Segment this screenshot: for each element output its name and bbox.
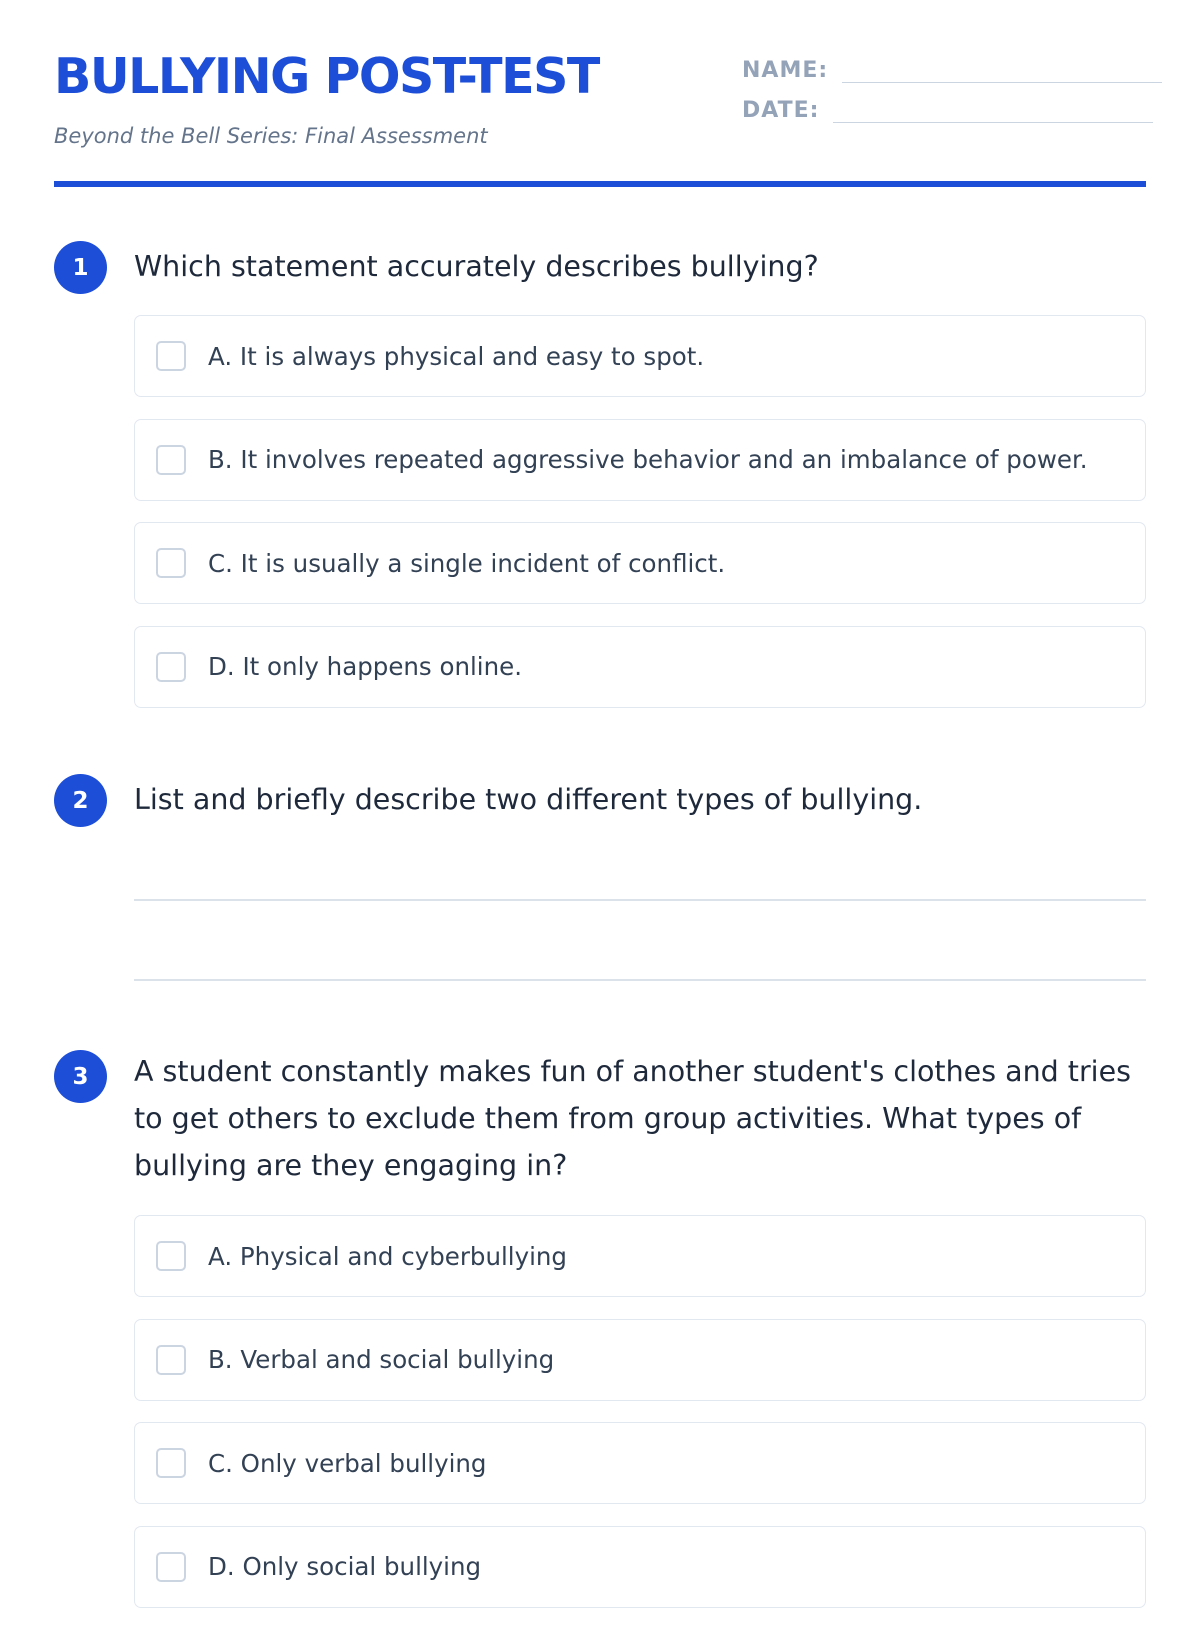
option-c[interactable] [134, 522, 1146, 604]
name-field-row [742, 54, 1162, 83]
name-label: NAME: [742, 58, 829, 83]
date-field-row [742, 94, 1153, 123]
test-header [54, 0, 1146, 188]
option-d[interactable] [134, 1526, 1146, 1608]
question-3 [54, 1050, 1146, 1600]
option-label: D. Only social bullying [208, 1552, 482, 1581]
question-number-badge: 1 [54, 241, 107, 294]
answer-options [134, 315, 1146, 729]
checkbox-icon[interactable] [156, 1345, 186, 1375]
option-a[interactable] [134, 1215, 1146, 1297]
checkbox-icon[interactable] [156, 445, 186, 475]
question-1 [54, 241, 1146, 701]
date-label: DATE: [742, 98, 820, 123]
checkbox-icon[interactable] [156, 1552, 186, 1582]
name-input-line[interactable] [842, 54, 1162, 83]
option-a[interactable] [134, 315, 1146, 397]
option-c[interactable] [134, 1422, 1146, 1504]
option-label: B. Verbal and social bullying [208, 1345, 555, 1374]
option-label: C. Only verbal bullying [208, 1448, 487, 1478]
option-label: C. It is usually a single incident of conflict. [208, 548, 726, 578]
page-title: BULLYING POST-TEST [54, 48, 599, 105]
option-label: B. It involves repeated aggressive behavior and an imbalance of power. [208, 445, 1088, 474]
option-label: A. Physical and cyberbullying [208, 1241, 567, 1271]
option-label: D. It only happens online. [208, 652, 522, 681]
question-2 [54, 774, 1146, 984]
answer-line-2[interactable] [134, 979, 1146, 981]
checkbox-icon[interactable] [156, 341, 186, 371]
checkbox-icon[interactable] [156, 1241, 186, 1271]
question-number-badge: 2 [54, 774, 107, 827]
checkbox-icon[interactable] [156, 1448, 186, 1478]
option-b[interactable] [134, 1319, 1146, 1401]
answer-line-1[interactable] [134, 899, 1146, 901]
question-text: Which statement accurately describes bullying? [134, 250, 819, 283]
date-input-line[interactable] [833, 94, 1153, 123]
question-text: List and briefly describe two different types of bullying. [134, 783, 923, 816]
header-divider [54, 181, 1146, 187]
question-number-badge: 3 [54, 1050, 107, 1103]
page-subtitle: Beyond the Bell Series: Final Assessment [54, 124, 488, 148]
option-label: A. It is always physical and easy to spot. [208, 341, 705, 371]
answer-options [134, 1215, 1146, 1629]
question-text: A student constantly makes fun of another student's clothes and tries to get others to exclude them from group activities. What types of bullying are they engaging in? [134, 1055, 1131, 1182]
checkbox-icon[interactable] [156, 548, 186, 578]
option-d[interactable] [134, 626, 1146, 708]
checkbox-icon[interactable] [156, 652, 186, 682]
test-page [54, 0, 1146, 1581]
option-b[interactable] [134, 419, 1146, 501]
